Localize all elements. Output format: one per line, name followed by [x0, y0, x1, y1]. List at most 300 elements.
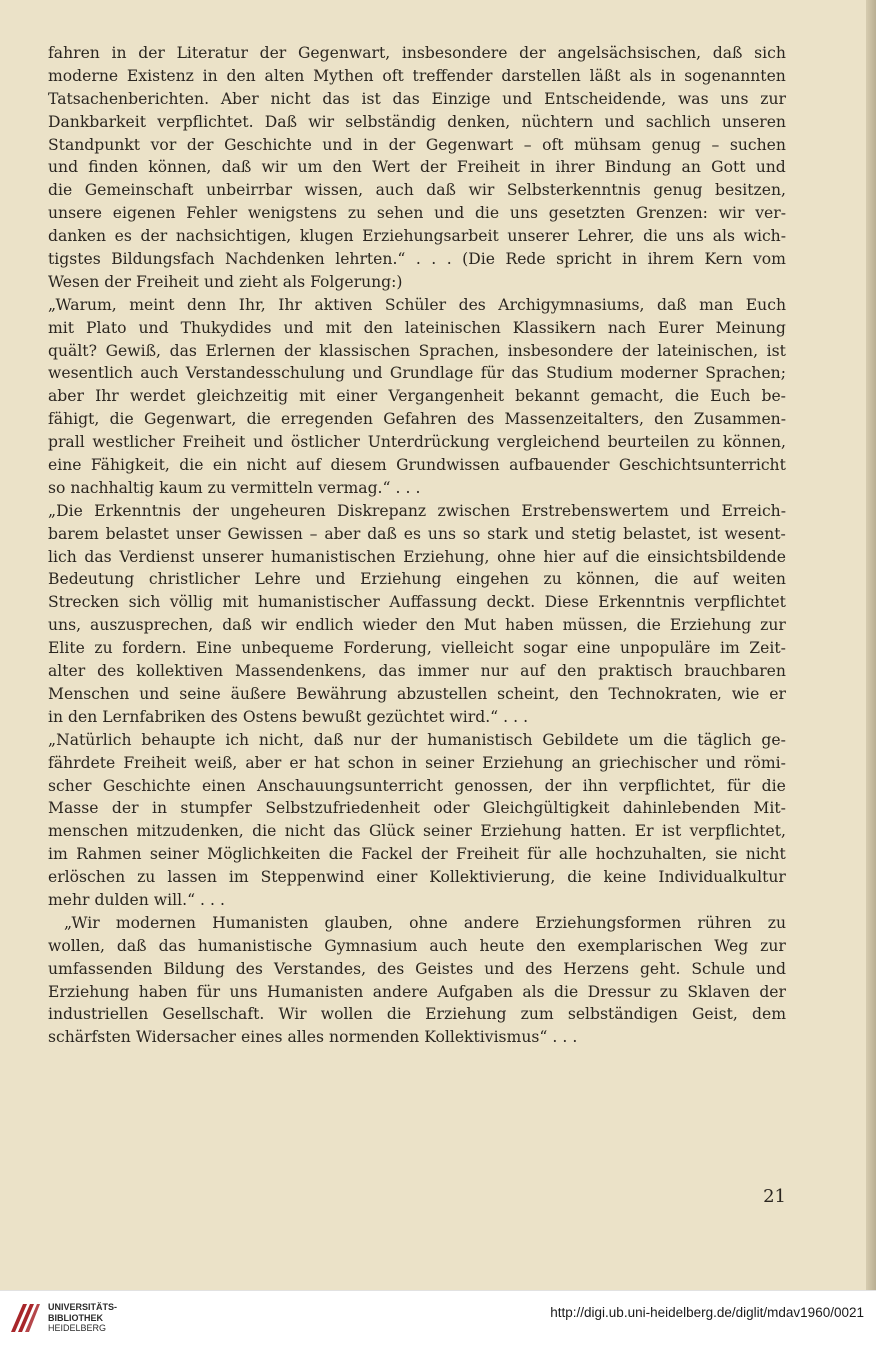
- word: exemplarischen: [577, 936, 703, 955]
- word: in: [363, 135, 379, 154]
- word: und: [322, 135, 353, 154]
- word: aber: [48, 387, 84, 406]
- word: weiten: [732, 570, 786, 589]
- word: andere: [372, 982, 428, 1001]
- word: Schule: [691, 959, 746, 978]
- word: und: [534, 524, 565, 543]
- word: daß: [656, 295, 687, 314]
- word: können,: [722, 433, 786, 452]
- word: um: [628, 730, 654, 749]
- word: ist: [698, 524, 718, 543]
- word: Erziehung: [48, 982, 130, 1001]
- text-line: [48, 454, 786, 477]
- word: Geist,: [691, 1005, 738, 1024]
- word: angelsächsischen,: [557, 44, 702, 62]
- text-line: [48, 294, 786, 317]
- word: sogenannten: [684, 66, 786, 85]
- text-line: [48, 202, 786, 225]
- word: „Warum,: [48, 295, 117, 314]
- word: schärfsten: [48, 1028, 131, 1047]
- word: nüchtern: [521, 112, 594, 131]
- word: oft: [542, 135, 564, 154]
- word: die: [328, 845, 353, 864]
- word: des: [458, 295, 486, 314]
- word: uns: [229, 982, 258, 1001]
- word: die: [252, 822, 277, 841]
- word: unserer: [507, 227, 569, 246]
- word: was: [677, 89, 709, 108]
- word: keine: [603, 868, 647, 887]
- word: die: [567, 868, 592, 887]
- word: wesent-: [724, 524, 786, 543]
- word: Entscheidende,: [544, 89, 667, 108]
- word: um: [297, 158, 323, 177]
- word: Erlernen: [205, 341, 276, 360]
- word: Sprachen,: [418, 341, 500, 360]
- word: oft: [382, 66, 404, 85]
- word: .: [415, 250, 421, 269]
- word: mehr: [48, 890, 90, 909]
- word: wollen: [320, 1005, 373, 1024]
- text-line: [48, 546, 786, 569]
- word: tigstes: [48, 250, 101, 269]
- text-line: [48, 889, 786, 912]
- word: der: [390, 730, 418, 749]
- word: wenigstens: [247, 204, 338, 223]
- word: das: [333, 822, 361, 841]
- word: einen: [202, 776, 246, 795]
- word: mit: [325, 318, 352, 337]
- word: lateinischen,: [657, 341, 759, 360]
- word: für: [527, 845, 551, 864]
- word: Zusammen-: [693, 410, 786, 429]
- word: die: [246, 410, 271, 429]
- word: Wert: [372, 158, 410, 177]
- word: dulden: [94, 890, 149, 909]
- word: Dankbarkeit: [48, 112, 146, 131]
- word: diesem: [330, 456, 387, 475]
- word: er: [769, 684, 786, 703]
- word: die: [643, 227, 668, 246]
- text-line: [48, 912, 786, 935]
- word: finden: [88, 158, 138, 177]
- word: .: [523, 707, 529, 726]
- word: darstellen: [501, 66, 581, 85]
- word: will.“: [153, 890, 196, 909]
- library-logo-text: [48, 1302, 117, 1334]
- word: verpflichtet,: [689, 822, 786, 841]
- word: der: [138, 44, 165, 62]
- word: mit: [299, 387, 326, 406]
- word: besitzen,: [715, 181, 786, 200]
- word: Bildungsfach: [111, 250, 215, 269]
- word: Gymnasium: [324, 936, 418, 955]
- word: und: [680, 501, 711, 520]
- word: ge-: [761, 730, 786, 749]
- word: in: [151, 799, 168, 818]
- word: Ihr,: [238, 295, 266, 314]
- word: östlicher: [290, 433, 360, 452]
- word: des: [525, 959, 553, 978]
- word: endlich: [295, 616, 354, 635]
- word: unserer: [201, 547, 264, 566]
- word: Meinung: [715, 318, 786, 337]
- text-line: [48, 431, 786, 454]
- word: für: [726, 776, 751, 795]
- word: lassen: [167, 868, 217, 887]
- word: .: [572, 1028, 578, 1047]
- word: brauchbaren: [684, 662, 786, 681]
- word: die: [654, 570, 679, 589]
- word: im: [228, 868, 249, 887]
- page-edge: [866, 0, 876, 1290]
- word: und: [502, 89, 533, 108]
- word: Einzige: [431, 89, 491, 108]
- word: Erziehung: [482, 753, 564, 772]
- word: wich-: [743, 227, 786, 246]
- word: Gewissen: [227, 524, 303, 543]
- word: erregenden: [281, 410, 373, 429]
- word: Existenz: [126, 66, 194, 85]
- word: zu: [696, 433, 716, 452]
- word: Gott: [711, 158, 746, 177]
- word: klugen: [299, 227, 354, 246]
- word: „Natürlich: [48, 730, 132, 749]
- word: nicht,: [258, 730, 304, 749]
- word: und: [604, 112, 635, 131]
- word: können,: [576, 570, 640, 589]
- word: alle: [558, 845, 588, 864]
- word: in: [111, 44, 127, 62]
- word: uns: [509, 204, 538, 223]
- text-line: [48, 88, 786, 111]
- word: eine: [576, 639, 611, 658]
- word: in: [48, 707, 64, 726]
- word: Erreich-: [721, 501, 786, 520]
- word: Erziehung: [669, 616, 752, 635]
- word: modernen: [115, 913, 196, 932]
- word: Gegenwart,: [144, 410, 237, 429]
- word: .: [431, 250, 437, 269]
- word: quält?: [48, 341, 97, 360]
- word: denken,: [447, 112, 511, 131]
- word: Erziehungsformen: [535, 913, 682, 932]
- word: –: [711, 135, 720, 154]
- word: lehrten.“: [335, 250, 406, 269]
- text-line: [48, 500, 786, 523]
- text-line: [48, 42, 786, 65]
- word: unpopuläre: [619, 639, 711, 658]
- library-logo[interactable]: [8, 1301, 117, 1335]
- word: Gleichgültigkeit: [482, 799, 610, 818]
- word: das: [392, 89, 420, 108]
- word: sich: [754, 44, 786, 62]
- word: nicht: [284, 822, 325, 841]
- word: den: [536, 936, 566, 955]
- text-line: [48, 591, 786, 614]
- word: der: [186, 135, 214, 154]
- word: nicht: [745, 845, 786, 864]
- word: kollektiven: [136, 662, 224, 681]
- word: Erziehung: [360, 570, 442, 589]
- word: Gemeinschaft: [84, 181, 194, 200]
- word: Grundlage: [389, 364, 474, 383]
- word: seine: [179, 684, 221, 703]
- text-line: [48, 729, 786, 752]
- word: Bewährung: [296, 684, 388, 703]
- word: an: [571, 753, 591, 772]
- word: Diese: [544, 593, 589, 612]
- word: eine: [48, 456, 82, 475]
- word: wir: [468, 181, 495, 200]
- word: Grundwissen: [396, 456, 500, 475]
- word: Mut: [463, 616, 497, 635]
- word: gezüchtet: [366, 707, 445, 726]
- word: vom: [752, 250, 786, 269]
- word: Aber: [220, 89, 259, 108]
- word: müssen,: [562, 616, 628, 635]
- word: Gegenwart: [425, 135, 514, 154]
- word: der: [259, 44, 287, 62]
- word: –: [523, 135, 532, 154]
- word: hochzuhalten,: [595, 845, 707, 864]
- word: prall: [48, 433, 85, 452]
- word: auch: [140, 364, 179, 383]
- word: und: [484, 959, 515, 978]
- word: nur: [353, 730, 381, 749]
- word: auf: [693, 570, 719, 589]
- word: auszusprechen,: [89, 616, 214, 635]
- word: Bildung: [163, 959, 225, 978]
- word: Fähigkeit,: [90, 456, 170, 475]
- word: daß: [313, 730, 344, 749]
- word: Folgerung:): [310, 272, 403, 291]
- word: die: [48, 181, 73, 200]
- text-line: [48, 683, 786, 706]
- word: und: [139, 684, 170, 703]
- word: oder: [433, 799, 470, 818]
- word: das: [169, 341, 197, 360]
- word: und: [705, 753, 736, 772]
- word: ihn: [582, 776, 608, 795]
- text-line: [48, 340, 786, 363]
- word: es: [114, 227, 132, 246]
- word: nur: [480, 662, 509, 681]
- word: zur: [760, 936, 786, 955]
- word: im: [48, 845, 68, 864]
- word: er: [289, 753, 307, 772]
- word: Rahmen: [76, 845, 142, 864]
- word: Elite: [48, 639, 85, 658]
- word: die: [674, 387, 700, 406]
- word: zu: [94, 639, 113, 658]
- word: dem: [751, 1005, 786, 1024]
- word: Er: [634, 822, 654, 841]
- word: Gesellschaft.: [162, 1005, 265, 1024]
- word: eines: [241, 1028, 283, 1047]
- word: Selbstzufriedenheit: [265, 799, 421, 818]
- word: mühsam: [574, 135, 642, 154]
- source-url[interactable]: http://digi.ub.uni-heidelberg.de/diglit/mdav1960/0021: [550, 1305, 864, 1320]
- word: seiner: [149, 845, 199, 864]
- word: Euch: [710, 387, 751, 406]
- word: auf: [520, 662, 546, 681]
- word: ich: [225, 730, 250, 749]
- word: und: [755, 158, 786, 177]
- text-line: [48, 156, 786, 179]
- word: den: [569, 684, 599, 703]
- word: daß: [221, 158, 252, 177]
- word: für: [196, 982, 221, 1001]
- word: seiner: [423, 822, 472, 841]
- word: und: [315, 570, 346, 589]
- word: die: [109, 410, 134, 429]
- logo-line: BIBLIOTHEK: [48, 1312, 103, 1323]
- word: das: [84, 547, 112, 566]
- text-line: [48, 523, 786, 546]
- text-line: [48, 958, 786, 981]
- word: uns: [675, 227, 705, 246]
- text-line: [48, 111, 786, 134]
- word: Nachdenken: [225, 250, 325, 269]
- word: der: [420, 845, 448, 864]
- word: fahren: [48, 44, 100, 62]
- word: den: [654, 410, 684, 429]
- word: Daß: [264, 112, 298, 131]
- word: fähigt,: [48, 410, 100, 429]
- text-line: [48, 752, 786, 775]
- word: genug: [653, 181, 703, 200]
- word: Glück: [368, 822, 415, 841]
- word: einer: [376, 868, 418, 887]
- word: Schüler: [384, 295, 447, 314]
- word: wird.“: [449, 707, 499, 726]
- word: glauben,: [324, 913, 393, 932]
- word: .: [562, 1028, 568, 1047]
- word: wir: [261, 158, 288, 177]
- word: das: [511, 364, 539, 383]
- word: industriellen: [48, 1005, 149, 1024]
- word: Standpunkt: [48, 135, 141, 154]
- word: zu: [543, 570, 562, 589]
- word: daß: [426, 181, 456, 200]
- word: Forderung,: [343, 639, 432, 658]
- word: äußere: [230, 684, 287, 703]
- word: wesentlich: [48, 364, 133, 383]
- word: Vergangenheit: [388, 387, 504, 406]
- word: die: [179, 456, 204, 475]
- word: Geschichtsunterricht: [618, 456, 786, 475]
- word: –: [309, 524, 318, 543]
- word: und: [48, 158, 79, 177]
- word: und: [352, 364, 383, 383]
- word: zu: [659, 982, 679, 1001]
- word: schon: [347, 753, 394, 772]
- text-line: [48, 981, 786, 1004]
- text-line: [48, 866, 786, 889]
- word: Studium: [546, 364, 613, 383]
- word: Weg: [714, 936, 749, 955]
- word: und: [434, 204, 465, 223]
- word: Mit-: [753, 799, 786, 818]
- word: der: [759, 982, 786, 1001]
- text-line: [48, 775, 786, 798]
- text-line: [48, 614, 786, 637]
- word: klassischen: [319, 341, 411, 360]
- text-line: [48, 317, 786, 340]
- word: aber: [245, 753, 282, 772]
- word: den: [557, 662, 587, 681]
- text-line: [48, 248, 786, 271]
- word: behaupte: [141, 730, 216, 749]
- word: zur: [760, 89, 786, 108]
- word: zum: [520, 1005, 554, 1024]
- word: kaum: [159, 478, 203, 497]
- word: rühren: [697, 913, 752, 932]
- word: der: [192, 501, 219, 520]
- word: sogar: [523, 639, 568, 658]
- word: gemacht,: [590, 387, 664, 406]
- word: in: [402, 753, 418, 772]
- word: daß: [116, 936, 147, 955]
- word: selbständigen: [567, 1005, 678, 1024]
- word: nachhaltig: [70, 478, 155, 497]
- word: uns: [720, 89, 749, 108]
- word: die: [761, 776, 786, 795]
- word: alten: [264, 66, 305, 85]
- word: ohne: [497, 547, 536, 566]
- word: der: [544, 776, 572, 795]
- word: Mythen: [313, 66, 374, 85]
- word: in: [622, 250, 638, 269]
- word: andere: [463, 913, 520, 932]
- word: unbequeme: [241, 639, 334, 658]
- word: .: [503, 707, 509, 726]
- logo-line: UNIVERSITÄTS-: [48, 1302, 118, 1313]
- word: „Wir: [64, 913, 100, 932]
- word: zu: [347, 204, 367, 223]
- word: heute: [479, 936, 525, 955]
- footer-bar: [0, 1290, 876, 1355]
- word: genug: [651, 135, 701, 154]
- word: zwischen: [437, 501, 511, 520]
- word: griechischer: [598, 753, 698, 772]
- word: Diskrepanz: [336, 501, 427, 520]
- word: ohne: [409, 913, 448, 932]
- word: können,: [148, 158, 212, 177]
- word: zur: [760, 616, 786, 635]
- word: auf: [295, 456, 322, 475]
- word: völlig: [169, 593, 213, 612]
- text-line: [48, 820, 786, 843]
- word: Auffassung: [389, 593, 478, 612]
- word: wissen,: [304, 181, 364, 200]
- text-line: [48, 477, 786, 500]
- word: Zeit-: [749, 639, 786, 658]
- word: im: [719, 639, 740, 658]
- word: Geistes: [415, 959, 474, 978]
- word: belastet: [105, 524, 169, 543]
- word: Tatsachenberichten.: [48, 89, 210, 108]
- word: Rede: [505, 250, 546, 269]
- word: Selbsterkenntnis: [506, 181, 641, 200]
- word: scher: [48, 776, 92, 795]
- word: Fehler: [186, 204, 238, 223]
- word: .: [415, 478, 421, 497]
- word: sich: [128, 593, 161, 612]
- word: Sprachen;: [705, 364, 786, 383]
- text-line: [48, 65, 786, 88]
